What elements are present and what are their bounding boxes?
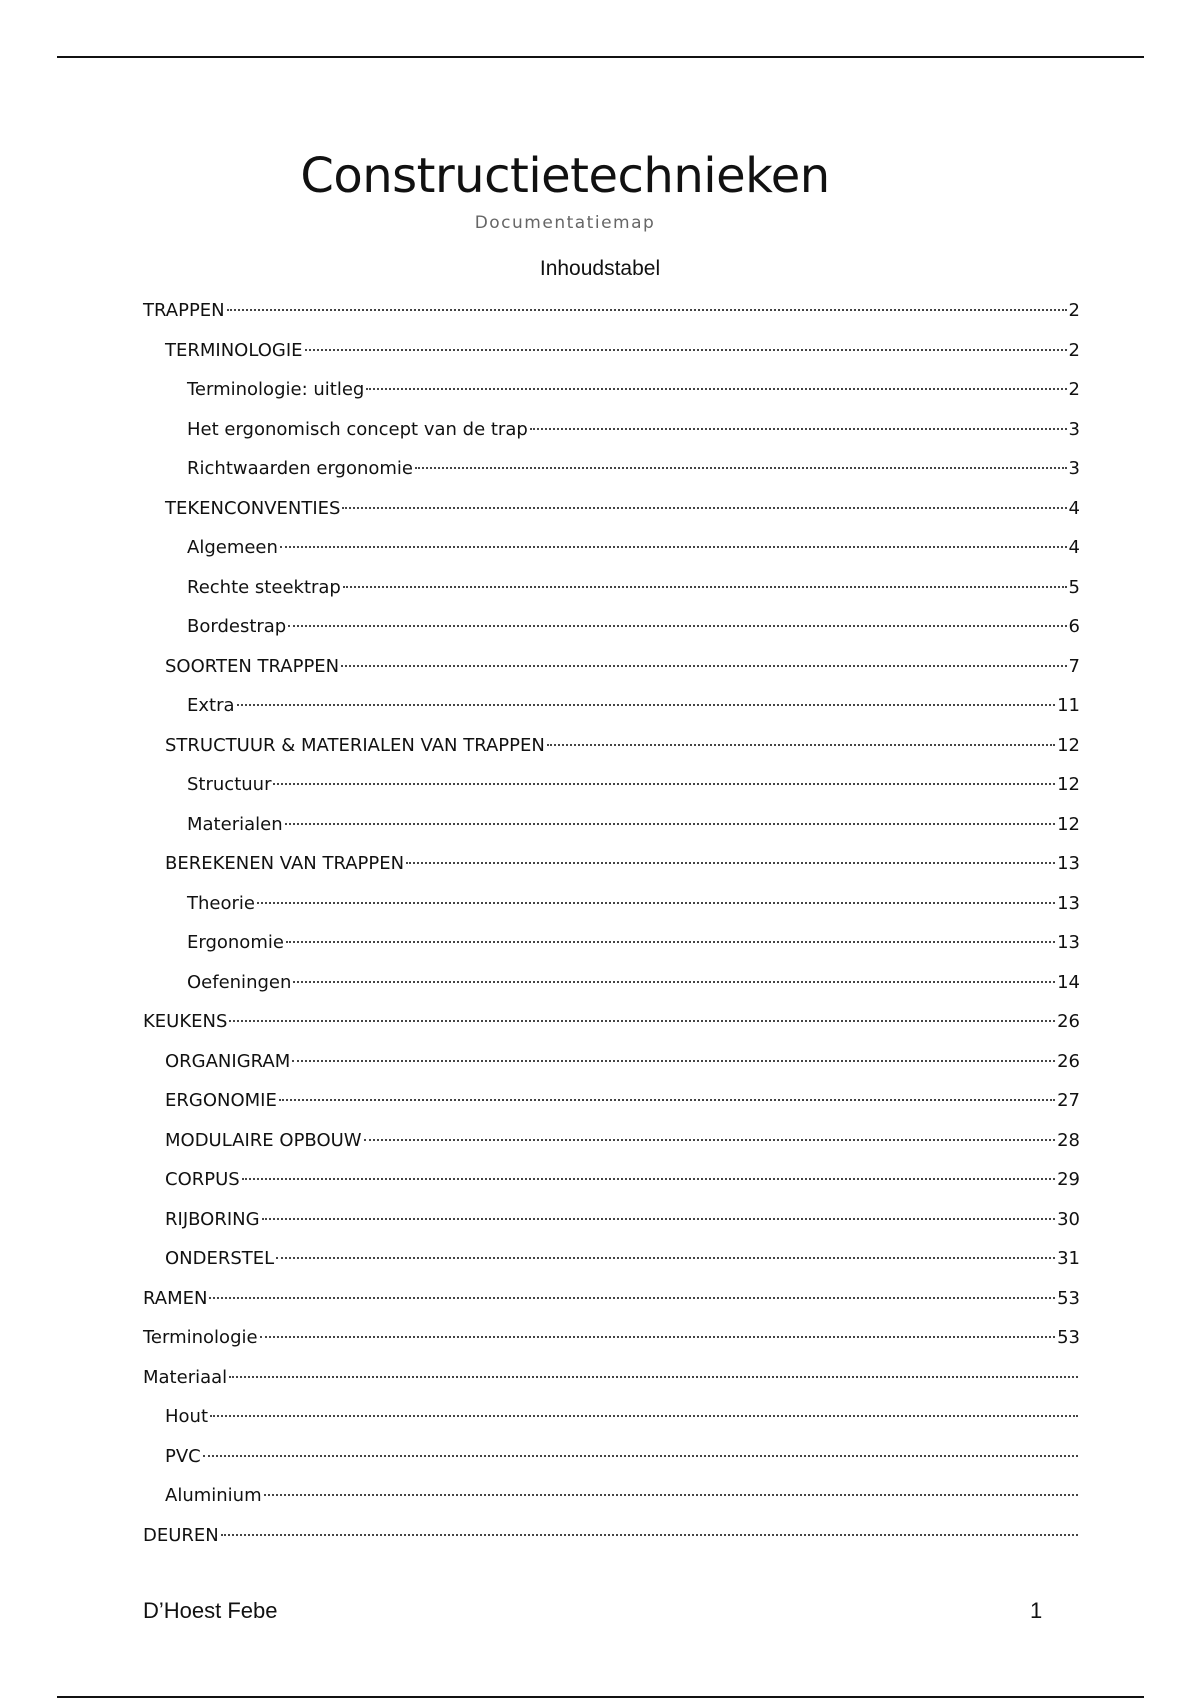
toc-dot-leader	[341, 665, 1066, 667]
toc-entry[interactable]	[143, 291, 1080, 331]
toc-entry-label: Het ergonomisch concept van de trap	[187, 418, 528, 440]
toc-dot-leader	[237, 704, 1056, 706]
toc-dot-leader	[210, 1415, 1078, 1417]
toc-entry[interactable]	[143, 1081, 1080, 1121]
toc-entry-page: 11	[1057, 695, 1080, 716]
toc-entry-label: Terminologie	[143, 1327, 258, 1348]
toc-entry-label: DEUREN	[143, 1524, 219, 1546]
toc-entry[interactable]	[143, 1200, 1080, 1240]
toc-entry-page: 3	[1068, 418, 1080, 440]
toc-entry-label: STRUCTUUR & MATERIALEN VAN TRAPPEN	[165, 734, 545, 756]
toc-dot-leader	[293, 981, 1055, 983]
footer-rule	[57, 1696, 1144, 1698]
toc-dot-leader	[257, 902, 1055, 904]
toc-entry[interactable]	[143, 1160, 1080, 1200]
toc-entry[interactable]	[143, 568, 1080, 608]
toc-entry-page: 30	[1057, 1208, 1080, 1230]
toc-dot-leader	[292, 1060, 1055, 1062]
toc-entry[interactable]	[143, 726, 1080, 766]
toc-entry[interactable]	[143, 1397, 1080, 1437]
toc-dot-leader	[242, 1178, 1055, 1180]
toc-entry-label: RIJBORING	[165, 1208, 260, 1230]
toc-entry-page: 4	[1068, 497, 1080, 519]
toc-entry[interactable]	[143, 647, 1080, 687]
toc-dot-leader	[343, 586, 1067, 588]
toc-dot-leader	[276, 1257, 1055, 1259]
toc-dot-leader	[273, 783, 1055, 785]
toc-entry-page: 26	[1057, 1011, 1080, 1032]
toc-entry[interactable]	[143, 1279, 1080, 1319]
document-subtitle: Documentatiemap	[474, 213, 656, 233]
toc-entry-label: Richtwaarden ergonomie	[187, 458, 413, 479]
toc-dot-leader	[279, 1099, 1055, 1101]
toc-entry-label: Algemeen	[187, 537, 278, 558]
toc-dot-leader	[203, 1455, 1078, 1457]
toc-entry-page: 13	[1057, 853, 1080, 874]
toc-entry-label: Terminologie: uitleg	[187, 379, 365, 400]
toc-entry-page: 2	[1068, 379, 1080, 400]
toc-entry[interactable]	[143, 1437, 1080, 1477]
toc-entry-label: RAMEN	[143, 1287, 208, 1309]
toc-entry-page: 29	[1057, 1169, 1080, 1190]
toc-entry-label: ORGANIGRAM	[165, 1050, 291, 1072]
toc-entry[interactable]	[143, 370, 1080, 410]
toc-entry-label: Oefeningen	[187, 971, 292, 993]
toc-dot-leader	[221, 1534, 1078, 1536]
toc-entry-label: CORPUS	[165, 1169, 240, 1190]
toc-dot-leader	[286, 941, 1055, 943]
toc-entry-page: 3	[1068, 458, 1080, 479]
toc-entry-page: 14	[1057, 971, 1080, 993]
toc-dot-leader	[209, 1297, 1055, 1299]
toc-entry-label: TERMINOLOGIE	[165, 339, 303, 361]
toc-dot-leader	[227, 309, 1067, 311]
toc-entry[interactable]	[143, 844, 1080, 884]
toc-dot-leader	[229, 1020, 1055, 1022]
toc-entry[interactable]	[143, 1516, 1080, 1556]
toc-entry-label: Bordestrap	[187, 616, 287, 637]
toc-entry-page: 6	[1068, 616, 1080, 637]
toc-entry-page: 53	[1057, 1327, 1080, 1348]
toc-entry[interactable]	[143, 765, 1080, 805]
toc-dot-leader	[288, 625, 1066, 627]
toc-entry[interactable]	[143, 331, 1080, 371]
toc-dot-leader	[366, 388, 1066, 390]
toc-entry-label: Structuur	[187, 774, 272, 795]
toc-entry-label: SOORTEN TRAPPEN	[165, 655, 340, 677]
toc-entry[interactable]	[143, 923, 1080, 963]
toc-entry-label: KEUKENS	[143, 1011, 228, 1032]
document-title: Constructietechnieken	[300, 148, 830, 204]
toc-entry-page: 12	[1057, 734, 1080, 756]
toc-entry[interactable]	[143, 489, 1080, 529]
toc-dot-leader	[364, 1139, 1056, 1141]
toc-entry-label: PVC	[165, 1445, 201, 1467]
toc-entry[interactable]	[143, 449, 1080, 489]
toc-entry-label: Rechte steektrap	[187, 576, 341, 598]
toc-entry[interactable]	[143, 1002, 1080, 1042]
toc-dot-leader	[406, 862, 1055, 864]
toc-entry-label: Materiaal	[143, 1366, 228, 1388]
table-of-contents	[143, 291, 1080, 1555]
toc-entry-label: Theorie	[187, 892, 255, 914]
toc-entry[interactable]	[143, 805, 1080, 845]
toc-entry-label: Hout	[165, 1406, 209, 1427]
toc-dot-leader	[260, 1336, 1056, 1338]
toc-entry[interactable]	[143, 963, 1080, 1003]
toc-entry-label: Materialen	[187, 813, 283, 835]
toc-entry-page: 2	[1068, 300, 1080, 321]
toc-dot-leader	[342, 507, 1066, 509]
toc-entry[interactable]	[143, 1121, 1080, 1161]
toc-entry[interactable]	[143, 1476, 1080, 1516]
toc-dot-leader	[305, 349, 1067, 351]
toc-entry-page: 12	[1057, 813, 1080, 835]
footer-page-number: 1	[1030, 1598, 1043, 1623]
toc-entry-label: Extra	[187, 695, 235, 716]
toc-entry-label: ONDERSTEL	[165, 1248, 275, 1269]
toc-entry-page: 26	[1057, 1050, 1080, 1072]
toc-entry-label: TEKENCONVENTIES	[165, 497, 341, 519]
toc-dot-leader	[229, 1376, 1078, 1378]
toc-entry-label: MODULAIRE OPBOUW	[165, 1129, 362, 1151]
toc-entry[interactable]	[143, 686, 1080, 726]
toc-entry-page: 27	[1057, 1090, 1080, 1111]
toc-entry[interactable]	[143, 528, 1080, 568]
toc-dot-leader	[262, 1218, 1056, 1220]
toc-entry[interactable]	[143, 1358, 1080, 1398]
header-rule	[57, 56, 1144, 58]
toc-entry[interactable]	[143, 1042, 1080, 1082]
toc-entry-page: 7	[1068, 655, 1080, 677]
toc-dot-leader	[547, 744, 1055, 746]
toc-dot-leader	[285, 823, 1055, 825]
toc-dot-leader	[280, 546, 1067, 548]
toc-entry-page: 31	[1057, 1248, 1080, 1269]
toc-entry[interactable]	[143, 607, 1080, 647]
toc-entry-page: 53	[1057, 1287, 1080, 1309]
toc-entry-page: 13	[1057, 932, 1080, 953]
toc-entry-page: 28	[1057, 1129, 1080, 1151]
toc-dot-leader	[415, 467, 1067, 469]
toc-entry-page: 5	[1068, 576, 1080, 598]
footer-author: D’Hoest Febe	[143, 1598, 278, 1623]
toc-entry-label: BEREKENEN VAN TRAPPEN	[165, 853, 405, 874]
toc-entry-page: 2	[1068, 339, 1080, 361]
toc-entry-label: TRAPPEN	[143, 300, 225, 321]
toc-entry-label: Aluminium	[165, 1485, 262, 1506]
toc-entry-label: Ergonomie	[187, 932, 284, 953]
toc-entry-page: 4	[1068, 537, 1080, 558]
toc-entry[interactable]	[143, 1318, 1080, 1358]
toc-heading: Inhoudstabel	[539, 257, 661, 280]
toc-entry-label: ERGONOMIE	[165, 1090, 277, 1111]
toc-dot-leader	[530, 428, 1067, 430]
toc-entry-page: 13	[1057, 892, 1080, 914]
toc-entry[interactable]	[143, 884, 1080, 924]
toc-dot-leader	[264, 1494, 1078, 1496]
toc-entry-page: 12	[1057, 774, 1080, 795]
toc-entry[interactable]	[143, 410, 1080, 450]
toc-entry[interactable]	[143, 1239, 1080, 1279]
